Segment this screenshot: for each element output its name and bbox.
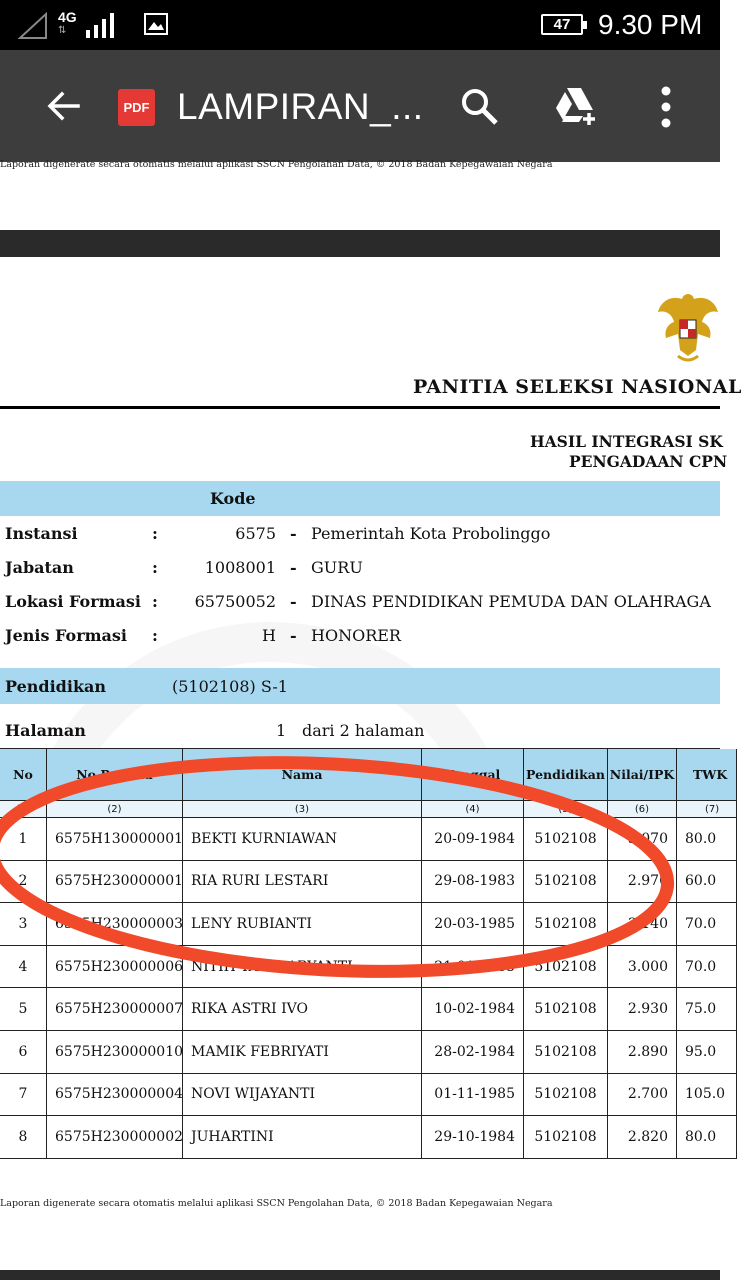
table-cell-col-pendidikan: 5102108 <box>524 1116 608 1159</box>
table-cell-col-nama: JUHARTINI <box>183 1116 422 1159</box>
table-cell-col-no: 7 <box>0 1074 47 1117</box>
table-header-col-twk: TWK <box>677 749 737 801</box>
table-cell-col-twk: 95.0 <box>677 1031 737 1074</box>
table-column-number: (7) <box>677 801 737 818</box>
table-cell-col-nama: RIKA ASTRI IVO <box>183 988 422 1031</box>
table-cell-col-no-peserta: 6575H230000004 <box>47 1074 183 1117</box>
halaman-label: Halaman <box>5 721 86 740</box>
page-footer: Laporan digenerate secara otomatis melalui aplikasi SSCN Pengolahan Data, © 2018 Badan Kepegawaian Negara <box>0 1198 553 1209</box>
table-cell-col-tanggal: 29-08-1983 <box>422 861 524 904</box>
field-code: 65750052 <box>194 592 276 611</box>
table-cell-col-twk: 70.0 <box>677 946 737 989</box>
table-header-col-nama: Nama <box>183 749 422 801</box>
table-cell-col-no: 5 <box>0 988 47 1031</box>
field-code: 1008001 <box>204 558 276 577</box>
table-cell-col-no-peserta: 6575H230000002 <box>47 1116 183 1159</box>
table-cell-col-nilai: 2.890 <box>608 1031 677 1074</box>
table-cell-col-no: 6 <box>0 1031 47 1074</box>
table-cell-col-pendidikan: 5102108 <box>524 988 608 1031</box>
garuda-emblem-icon <box>656 290 720 370</box>
pendidikan-bar <box>0 668 720 704</box>
pdf-viewport[interactable]: Laporan digenerate secara otomatis melalui aplikasi SSCN Pengolahan Data, © 2018 Badan Kepegawaian Negara PANITIA SELEKSI NASIONAL HASIL INTEGRASI SK PENGADAAN CPN Kode Instansi : 6575 - Pemerintah Kota Probolinggo Jabatan : 1008001 - GURU Lokasi Formasi : 65750052 - DINAS PENDIDIKAN PEMUDA DAN OLAHRAGA Jenis Formasi : H - HONORER Pendidikan (5102108) S-1 Halaman 1 dari 2 halaman No (1) No Peserta (2) Nama (3) Tanggal (4) Pendidikan (5) Nilai/IPK (6) TWK (7) 1 6575H130000001 BEKTI KURNIAWAN 20-09-1984 5102108 3.070 80.0 2 6575H230000001 RIA RURI LESTARI 29-08-1983 5102108 2.970 60.0 3 6575H230000003 LENY RUBIANTI 20-03-1985 5102108 3.140 70.0 4 6575H230000006 NITIH YANU ARYANTI 21-01-1985 5102108 3.000 70.0 5 6575H230000007 RIKA ASTRI IVO 10-02-1984 5102108 2.930 75.0 6 6575H230000010 MAMIK FEBRIYATI 28-02-1984 5102108 2.890 95.0 7 6575H230000004 NOVI WIJAYANTI 01-11-1985 5102108 2.700 105.0 8 6575H230000002 JUHARTINI 29-10-1984 5102108 2.820 80.0 Laporan digenerate secara otomatis melalui aplikasi SSCN Pengolahan Data, © 2018 Badan Kepegawaian Negara <box>0 162 720 1280</box>
table-cell-col-tanggal: 20-09-1984 <box>422 818 524 861</box>
pendidikan-label: Pendidikan <box>5 677 107 696</box>
table-cell-col-no: 2 <box>0 861 47 904</box>
table-cell-col-twk: 75.0 <box>677 988 737 1031</box>
table-cell-col-nilai: 3.070 <box>608 818 677 861</box>
more-vert-icon[interactable] <box>659 86 673 128</box>
data-arrows-icon: ⇅ <box>58 25 67 36</box>
table-cell-col-nilai: 2.820 <box>608 1116 677 1159</box>
field-label: Jabatan <box>5 558 74 577</box>
previous-page-footer: Laporan digenerate secara otomatis melalui aplikasi SSCN Pengolahan Data, © 2018 Badan Kepegawaian Negara <box>0 159 553 170</box>
table-cell-col-no-peserta: 6575H130000001 <box>47 818 183 861</box>
gallery-notification-icon <box>144 13 168 35</box>
no-sim-signal-icon <box>18 12 48 40</box>
signal-bars-icon <box>86 12 118 40</box>
table-column-number: (3) <box>183 801 422 818</box>
table-cell-col-twk: 80.0 <box>677 1116 737 1159</box>
halaman-current: 1 <box>276 721 287 740</box>
field-value: HONORER <box>311 626 401 645</box>
pdf-icon: PDF <box>118 89 155 126</box>
google-drive-add-icon[interactable] <box>553 86 599 126</box>
table-cell-col-no: 8 <box>0 1116 47 1159</box>
report-title-line2: PENGADAAN CPN <box>569 452 728 471</box>
field-value: DINAS PENDIDIKAN PEMUDA DAN OLAHRAGA <box>311 592 711 611</box>
table-column-number: (2) <box>47 801 183 818</box>
field-code: H <box>262 626 276 645</box>
table-cell-col-nilai: 2.700 <box>608 1074 677 1117</box>
page-separator-bottom <box>0 1270 720 1280</box>
field-value: GURU <box>311 558 363 577</box>
table-cell-col-nilai: 3.140 <box>608 903 677 946</box>
table-cell-col-nama: MAMIK FEBRIYATI <box>183 1031 422 1074</box>
field-label: Instansi <box>5 524 78 543</box>
search-icon[interactable] <box>461 88 499 126</box>
table-column-number: (4) <box>422 801 524 818</box>
table-cell-col-tanggal: 28-02-1984 <box>422 1031 524 1074</box>
table-cell-col-twk: 105.0 <box>677 1074 737 1117</box>
table-cell-col-no: 4 <box>0 946 47 989</box>
table-cell-col-twk: 60.0 <box>677 861 737 904</box>
field-label: Jenis Formasi <box>5 626 128 645</box>
table-cell-col-pendidikan: 5102108 <box>524 1031 608 1074</box>
table-cell-col-nama: RIA RURI LESTARI <box>183 861 422 904</box>
table-cell-col-nama: LENY RUBIANTI <box>183 903 422 946</box>
field-value: Pemerintah Kota Probolinggo <box>311 524 551 543</box>
field-label: Lokasi Formasi <box>5 592 141 611</box>
page-separator <box>0 230 720 257</box>
battery-indicator: 47 <box>541 14 583 35</box>
table-cell-col-pendidikan: 5102108 <box>524 946 608 989</box>
table-cell-col-no: 1 <box>0 818 47 861</box>
table-cell-col-pendidikan: 5102108 <box>524 903 608 946</box>
table-cell-col-tanggal: 21-01-1985 <box>422 946 524 989</box>
report-title-line1: HASIL INTEGRASI SK <box>530 432 723 451</box>
app-bar <box>0 50 720 162</box>
table-cell-col-pendidikan: 5102108 <box>524 1074 608 1117</box>
table-cell-col-twk: 70.0 <box>677 903 737 946</box>
network-type: 4G <box>58 9 77 25</box>
table-cell-col-pendidikan: 5102108 <box>524 861 608 904</box>
table-cell-col-nilai: 2.930 <box>608 988 677 1031</box>
table-cell-col-tanggal: 01-11-1985 <box>422 1074 524 1117</box>
table-cell-col-pendidikan: 5102108 <box>524 818 608 861</box>
table-column-number: (5) <box>524 801 608 818</box>
table-cell-col-tanggal: 20-03-1985 <box>422 903 524 946</box>
table-cell-col-no-peserta: 6575H230000001 <box>47 861 183 904</box>
table-cell-col-nama: BEKTI KURNIAWAN <box>183 818 422 861</box>
field-code: 6575 <box>235 524 276 543</box>
pendidikan-value: (5102108) S-1 <box>172 677 288 696</box>
table-cell-col-nilai: 2.970 <box>608 861 677 904</box>
status-bar <box>0 0 720 50</box>
back-arrow-icon[interactable] <box>46 88 82 124</box>
table-cell-col-no-peserta: 6575H230000006 <box>47 946 183 989</box>
kode-label: Kode <box>210 489 256 508</box>
table-cell-col-tanggal: 10-02-1984 <box>422 988 524 1031</box>
table-header-col-no: No <box>0 749 47 801</box>
table-cell-col-no-peserta: 6575H230000010 <box>47 1031 183 1074</box>
org-title: PANITIA SELEKSI NASIONAL <box>413 376 742 398</box>
table-header-col-no-peserta: No Peserta <box>47 749 183 801</box>
table-cell-col-no-peserta: 6575H230000007 <box>47 988 183 1031</box>
table-cell-col-nama: NOVI WIJAYANTI <box>183 1074 422 1117</box>
table-cell-col-no: 3 <box>0 903 47 946</box>
header-rule <box>0 406 720 409</box>
table-cell-col-no-peserta: 6575H230000003 <box>47 903 183 946</box>
halaman-total: dari 2 halaman <box>302 721 425 740</box>
table-cell-col-twk: 80.0 <box>677 818 737 861</box>
table-cell-col-tanggal: 29-10-1984 <box>422 1116 524 1159</box>
table-header-col-tanggal: Tanggal <box>422 749 524 801</box>
table-cell-col-nilai: 3.000 <box>608 946 677 989</box>
table-header-col-nilai: Nilai/IPK <box>608 749 677 801</box>
table-column-number: (6) <box>608 801 677 818</box>
kode-header-bar <box>0 481 720 516</box>
table-cell-col-nama: NITIH YANU ARYANTI <box>183 946 422 989</box>
clock: 9.30 PM <box>598 9 703 40</box>
table-header-col-pendidikan: Pendidikan <box>524 749 608 801</box>
table-column-number: (1) <box>0 801 47 818</box>
document-title: LAMPIRAN_... <box>177 86 424 127</box>
